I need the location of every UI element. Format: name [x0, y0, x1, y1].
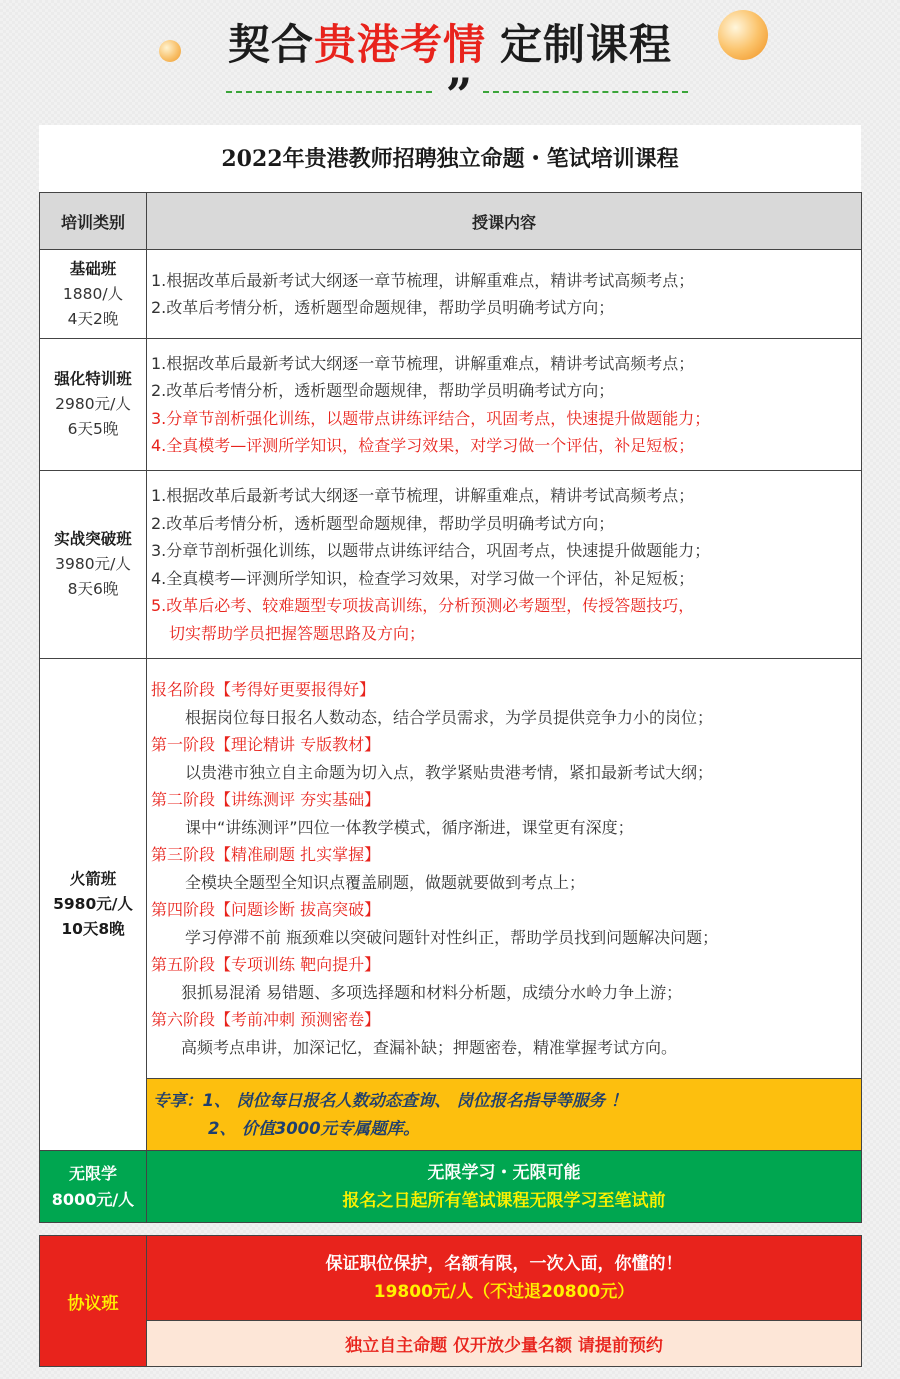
course-content — [147, 471, 862, 659]
course-price: 3980元/人 — [55, 555, 131, 573]
course-category — [40, 471, 147, 659]
course-name: 基础班 — [69, 259, 117, 278]
table-row — [40, 659, 862, 1079]
header-category: 培训类别 — [40, 193, 147, 250]
content-line: 2.改革后考情分析，透析题型命题规律，帮助学员明确考试方向； — [151, 381, 615, 400]
stage-title: 第二阶段【讲练测评 夯实基础】 — [151, 790, 381, 809]
course-price: 5980元/人 — [53, 895, 133, 913]
stage-desc: 高频考点串讲，加深记忆，查漏补缺；押题密卷，精准掌握考试方向。 — [181, 1037, 678, 1057]
table-row — [40, 1321, 862, 1367]
content-line: 1.根据改革后最新考试大纲逐一章节梳理，讲解重难点，精讲考试高频考点； — [151, 270, 695, 290]
course-content — [147, 659, 862, 1079]
protocol-note: 独立自主命题 仅开放少量名额 请提前预约 — [147, 1321, 862, 1367]
content-line-highlight: 3.分章节剖析强化训练，以题带点讲练评结合，巩固考点，快速提升做题能力； — [151, 408, 711, 428]
stage-desc: 狠抓易混淆 易错题、多项选择题和材料分析题，成绩分水岭力争上游； — [181, 982, 683, 1002]
course-content — [147, 339, 862, 471]
protocol-offer — [147, 1236, 862, 1321]
table-row — [40, 1079, 862, 1151]
course-table-title: 2022年贵港教师招聘独立命题・笔试培训课程 — [221, 146, 679, 172]
course-duration: 6天5晚 — [67, 420, 119, 438]
stage-desc: 学习停滞不前 瓶颈难以突破问题针对性纠正，帮助学员找到问题解决问题； — [185, 927, 719, 947]
header-content: 授课内容 — [147, 193, 862, 250]
stage-title: 第六阶段【考前冲刺 预测密卷】 — [151, 1010, 381, 1029]
course-name: 强化特训班 — [54, 370, 132, 388]
content-line: 1.根据改革后最新考试大纲逐一章节梳理，讲解重难点，精讲考试高频考点； — [151, 353, 695, 373]
content-line: 4.全真模考—评测所学知识，检查学习效果，对学习做一个评估，补足短板； — [151, 568, 695, 588]
unlimited-tagline: 无限学习・无限可能 — [427, 1162, 581, 1183]
table-row — [40, 471, 862, 659]
course-duration: 4天2晚 — [67, 309, 119, 328]
bonus-box — [147, 1079, 862, 1151]
course-category — [40, 339, 147, 471]
content-line: 1.根据改革后最新考试大纲逐一章节梳理，讲解重难点，精讲考试高频考点； — [151, 486, 695, 505]
divider-right — [483, 91, 688, 93]
protocol-guarantee: 保证职位保护，名额有限，一次入面，你懂的！ — [325, 1254, 683, 1274]
course-duration: 10天8晚 — [61, 920, 125, 938]
stage-desc: 以贵港市独立自主命题为切入点，教学紧贴贵港考情，紧扣最新考试大纲； — [185, 762, 714, 782]
content-line-highlight: 切实帮助学员把握答题思路及方向； — [169, 623, 426, 643]
course-price: 8000元/人 — [51, 1189, 135, 1209]
course-category — [40, 250, 147, 339]
stage-desc: 课中“讲练测评”四位一体教学模式，循序渐进，课堂更有深度； — [185, 817, 634, 837]
quote-mark-icon: ” — [445, 68, 473, 122]
course-duration: 8天6晚 — [67, 580, 119, 598]
stage-desc: 全模块全题型全知识点覆盖刷题，做题就要做到考点上； — [185, 872, 586, 892]
stage-title: 第四阶段【问题诊断 拔高突破】 — [151, 900, 381, 919]
course-category — [40, 1151, 147, 1223]
course-content — [147, 1151, 862, 1223]
stage-desc: 根据岗位每日报名人数动态，结合学员需求，为学员提供竞争力小的岗位； — [185, 707, 714, 727]
table-row — [40, 339, 862, 471]
course-price: 2980元/人 — [55, 395, 131, 413]
stage-title: 第三阶段【精准刷题 扎实掌握】 — [151, 845, 381, 864]
table-row — [40, 1236, 862, 1321]
stage-title: 第一阶段【理论精讲 专版教材】 — [151, 735, 381, 754]
course-name: 实战突破班 — [54, 530, 132, 548]
course-category — [40, 659, 147, 1151]
course-price: 1880/人 — [62, 284, 124, 303]
table-header-row — [40, 193, 862, 250]
protocol-name: 协议班 — [40, 1236, 147, 1367]
course-panel — [39, 125, 861, 1223]
course-table — [39, 192, 862, 1223]
content-line-highlight: 4.全真模考—评测所学知识，检查学习效果，对学习做一个评估，补足短板； — [151, 436, 695, 455]
course-name: 火箭班 — [69, 870, 117, 888]
content-line-highlight: 5.改革后必考、较难题型专项拔高训练，分析预测必考题型，传授答题技巧， — [151, 596, 695, 615]
bonus-line: 2、 价值3000元专属题库。 — [208, 1118, 420, 1138]
title-part2: 定制课程 — [500, 20, 673, 69]
content-line: 3.分章节剖析强化训练，以题带点讲练评结合，巩固考点，快速提升做题能力； — [151, 541, 711, 560]
stage-title: 报名阶段【考得好更要报得好】 — [151, 680, 376, 699]
course-name: 无限学 — [68, 1163, 117, 1183]
table-row — [40, 250, 862, 339]
title-part1: 契合 — [227, 20, 314, 69]
table-row — [40, 1151, 862, 1223]
course-content — [147, 250, 862, 339]
divider-left — [226, 91, 432, 93]
unlimited-desc: 报名之日起所有笔试课程无限学习至笔试前 — [342, 1190, 666, 1211]
content-line: 2.改革后考情分析，透析题型命题规律，帮助学员明确考试方向； — [151, 298, 615, 317]
bonus-line: 专享：1、 岗位每日报名人数动态查询、 岗位报名指导等服务 ！ — [153, 1090, 628, 1110]
protocol-table — [39, 1235, 862, 1367]
content-line: 2.改革后考情分析，透析题型命题规律，帮助学员明确考试方向； — [151, 513, 615, 533]
protocol-price: 19800元/人（不过退20800元） — [373, 1282, 635, 1302]
title-highlight: 贵港考情 — [313, 20, 486, 69]
stage-title: 第五阶段【专项训练 靶向提升】 — [151, 955, 381, 974]
